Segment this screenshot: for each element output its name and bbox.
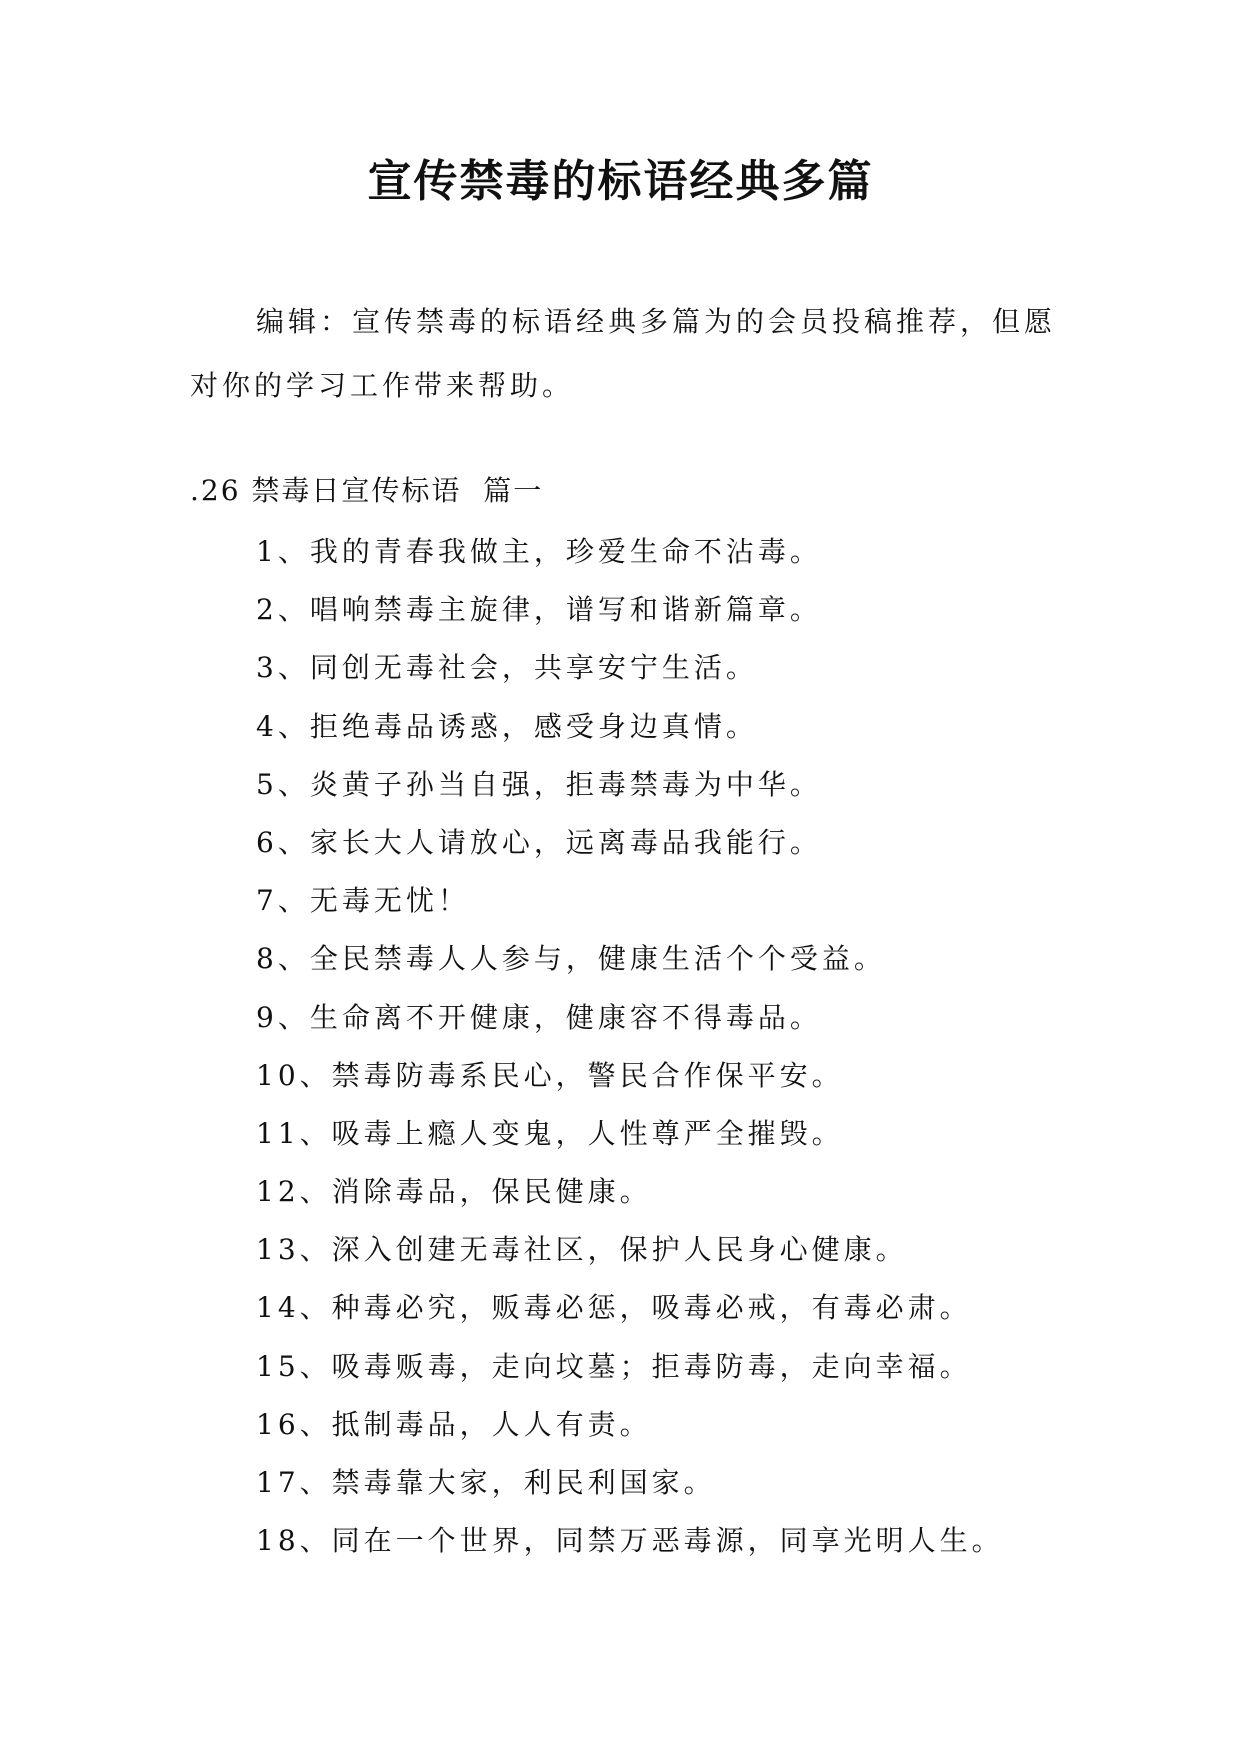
section-heading: .26 禁毒日宣传标语 篇一: [190, 474, 544, 507]
slogan-item: 11、吸毒上瘾人变鬼，人性尊严全摧毁。: [256, 1116, 844, 1150]
slogan-item: 14、种毒必究，贩毒必惩，吸毒必戒，有毒必肃。: [256, 1291, 972, 1325]
slogan-item: 12、消除毒品，保民健康。: [256, 1175, 652, 1209]
slogan-item: 13、深入创建无毒社区，保护人民身心健康。: [256, 1233, 908, 1267]
slogan-item: 2、唱响禁毒主旋律，谱写和谐新篇章。: [256, 593, 822, 627]
slogan-item: 16、抵制毒品，人人有责。: [256, 1407, 652, 1441]
slogan-item: 17、禁毒靠大家，利民利国家。: [256, 1466, 716, 1499]
slogan-item: 10、禁毒防毒系民心，警民合作保平安。: [256, 1058, 844, 1092]
intro-paragraph: 编辑：宣传禁毒的标语经典多篇为的会员投稿推荐，但愿对你的学习工作带来帮助。: [190, 305, 1057, 402]
slogan-item: 5、炎黄子孙当自强，拒毒禁毒为中华。: [256, 767, 822, 801]
slogan-list: [256, 523, 1004, 1570]
slogan-item: 4、拒绝毒品诱惑，感受身边真情。: [256, 709, 758, 743]
slogan-item: 8、全民禁毒人人参与，健康生活个个受益。: [256, 942, 886, 976]
slogan-item: 7、无毒无忧！: [256, 884, 470, 918]
slogan-item: 18、同在一个世界，同禁万恶毒源，同享光明人生。: [256, 1524, 1004, 1558]
slogan-item: 3、同创无毒社会，共享安宁生活。: [256, 651, 758, 685]
slogan-item: 15、吸毒贩毒，走向坟墓；拒毒防毒，走向幸福。: [256, 1349, 972, 1383]
slogan-item: 9、生命离不开健康，健康容不得毒品。: [256, 1000, 822, 1034]
slogan-item: 6、家长大人请放心，远离毒品我能行。: [256, 825, 822, 859]
document-title: 宣传禁毒的标语经典多篇: [367, 156, 874, 207]
slogan-item: 1、我的青春我做主，珍爱生命不沾毒。: [256, 535, 822, 568]
